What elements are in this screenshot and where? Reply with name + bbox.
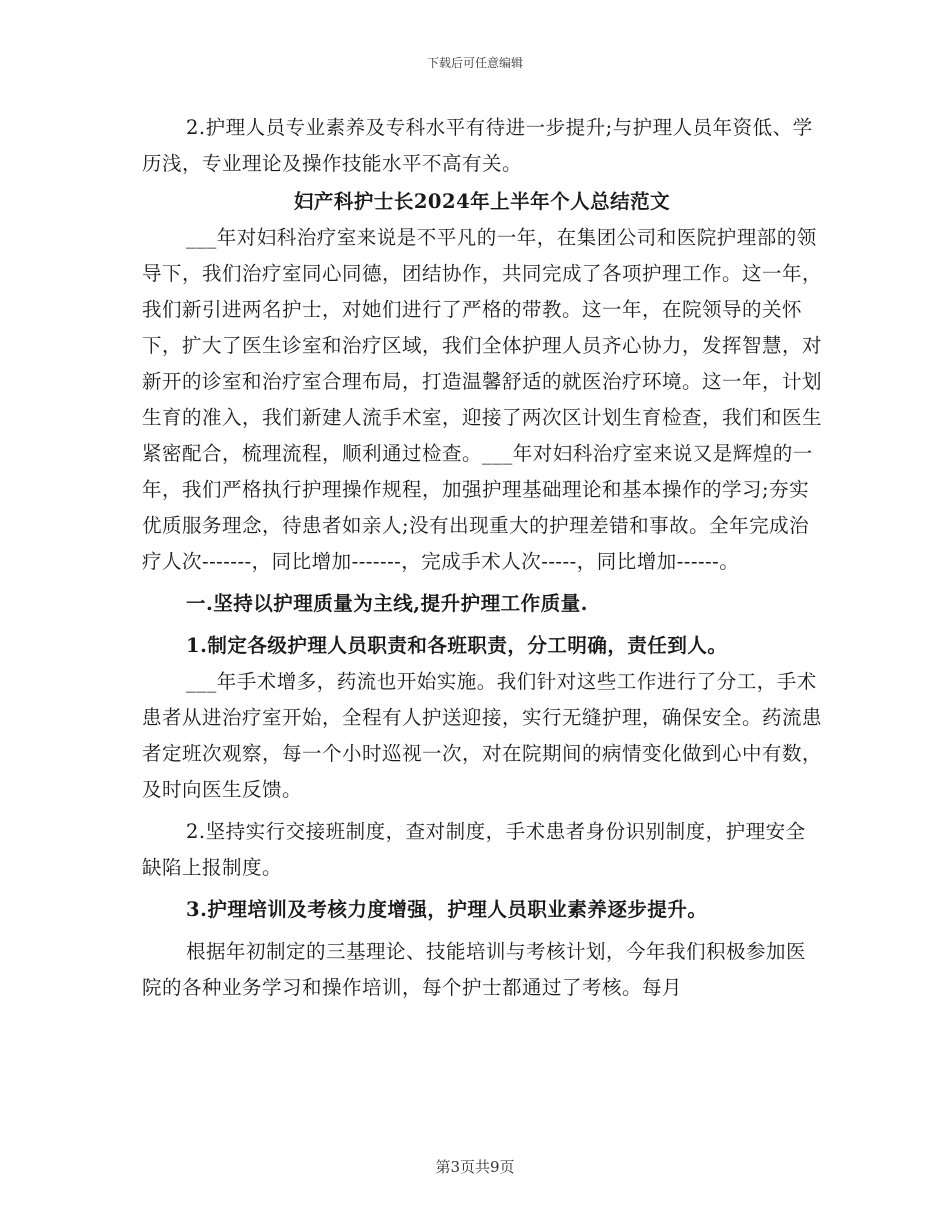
page-footer: 第3页共9页 bbox=[435, 1158, 515, 1176]
document-body bbox=[142, 110, 822, 1006]
item-3-heading: 3.护理培训及考核力度增强，护理人员职业素养逐步提升。 bbox=[186, 898, 708, 921]
paragraph-1: ___年对妇科治疗室来说是不平凡的一年，在集团公司和医院护理部的领导下，我们治疗室同心同德，团结协作，共同完成了各项护理工作。这一年，我们新引进两名护士，对她们进行了严格的带教。这一年，在院领导的关怀下，扩大了医生诊室和治疗区域，我们全体护理人员齐心协力，发挥智慧，对新开的诊室和治疗室合理布局，打造温馨舒适的就医治疗环境。这一年，计划生育的准入，我们新建人流手术室，迎接了两次区计划生育检查，我们和医生紧密配合，梳理流程，顺利通过检查。___年对妇科治疗室来说又是辉煌的一年，我们严格执行护理操作规程，加强护理基础理论和基本操作的学习;夯实优质服务理念，待患者如亲人;没有出现重大的护理差错和事故。全年完成治疗人次-------，同比增加-------，完成手术人次-----，同比增加------。 bbox=[142, 226, 823, 573]
item-2: 2.坚持实行交接班制度，查对制度，手术患者身份识别制度，护理安全缺陷上报制度。 bbox=[142, 820, 806, 879]
item-1-heading: 1.制定各级护理人员职责和各班职责，分工明确，责任到人。 bbox=[186, 634, 728, 657]
item-3-body: 根据年初制定的三基理论、技能培训与考核计划，今年我们积极参加医院的各种业务学习和操作培训，每个护士都通过了考核。每月 bbox=[142, 940, 807, 999]
intro-item: 2.护理人员专业素养及专科水平有待进一步提升;与护理人员年资低、学历浅，专业理论及操作技能水平不高有关。 bbox=[142, 116, 813, 175]
section-1-heading: 一.坚持以护理质量为主线,提升护理工作质量. bbox=[186, 592, 588, 615]
document-title: 妇产科护士长2024年上半年个人总结范文 bbox=[293, 190, 671, 213]
item-1-body: ___年手术增多，药流也开始实施。我们针对这些工作进行了分工，手术患者从进治疗室开始，全程有人护送迎接，实行无缝护理，确保安全。药流患者定班次观察，每一个小时巡视一次，对在院期间的病情变化做到心中有数，及时向医生反馈。 bbox=[142, 670, 823, 801]
page-header: 下载后可任意编辑 bbox=[426, 56, 523, 70]
